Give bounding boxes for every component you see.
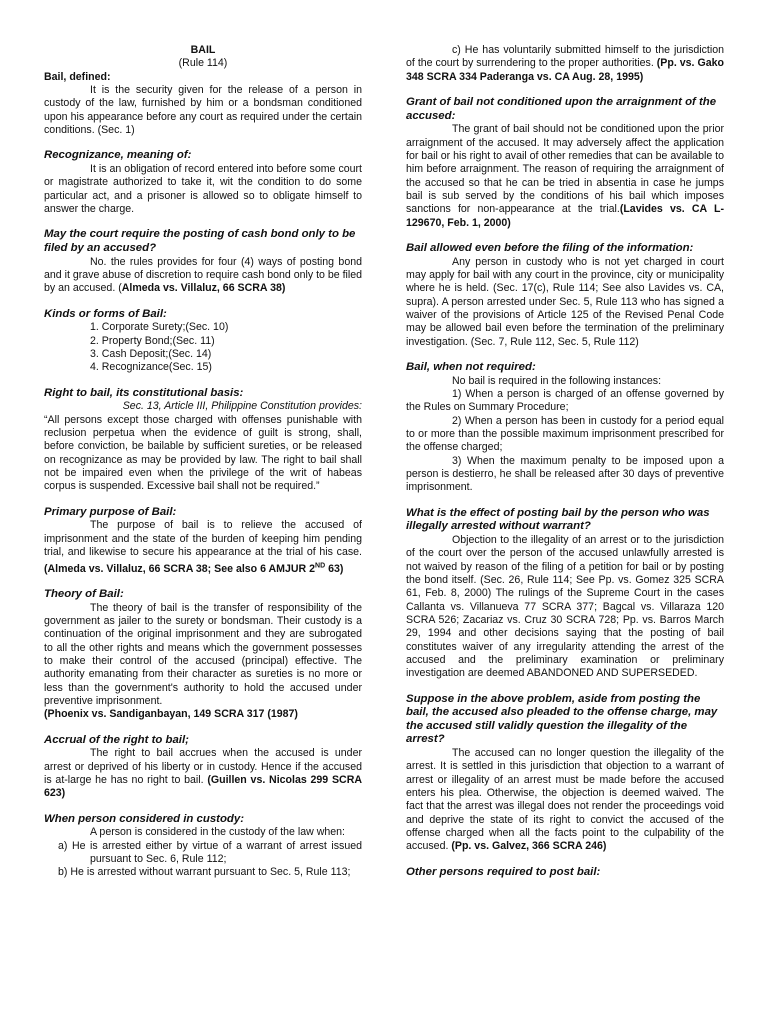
heading-recognizance: Recognizance, meaning of: (44, 149, 192, 162)
kind-item: 1. Corporate Surety;(Sec. 10) (90, 321, 229, 334)
custody-item-c-body: c) He has voluntarily submitted himself to the jurisdiction of the court by surrendering to the proper authorities. (406, 44, 724, 70)
purpose-body: The purpose of bail is to relieve the accused of imprisonment and the state of the burden of keeping him pending trial, and likewise to secure his appearance at the trial of his case. (44, 519, 362, 558)
accrual-citation: (Guillen vs. Nicolas 299 SCRA 623) (44, 774, 362, 800)
section-theory-of-bail (44, 588, 362, 722)
not-required-item: 1) When a person is charged of an offense governed by the Rules on Summary Procedure; (406, 387, 724, 414)
section-recognizance (44, 149, 362, 216)
kind-item: 2. Property Bond;(Sec. 11) (90, 334, 215, 347)
kind-item: 4. Recognizance(Sec. 15) (90, 361, 212, 374)
section-custody-continued (406, 44, 724, 84)
section-accrual (44, 734, 362, 801)
text-recognizance: It is an obligation of record entered into before some court or magistrate authorized to take it, wit the condition to do some particular act, and a prisoner is allowed so to obligate himself to answer the charge. (44, 163, 362, 216)
section-custody (44, 813, 362, 880)
heading-before-filing: Bail allowed even before the filing of the information: (406, 241, 694, 254)
section-other-persons (406, 866, 724, 880)
heading-other-persons: Other persons required to post bail: (406, 865, 601, 878)
not-required-item: 2) When a person has been in custody for a period equal to or more than the possible maximum imprisonment prescribed for the offense charged; (406, 414, 724, 454)
accrual-body: The right to bail accrues when the accused is under arrest or deprived of his liberty or in custody. Hence if the accused is at-large he has no right to bail. (44, 747, 362, 787)
section-not-required (406, 361, 724, 495)
text-bail-defined: It is the security given for the release of a person in custody of the law, furnished by him or a bondsman conditioned upon his appearance before any court as required under the certain conditions. (Sec. 1) (44, 84, 362, 137)
heading-accrual: Accrual of the right to bail; (44, 733, 189, 746)
purpose-citation-end: 63) (325, 562, 344, 575)
section-kinds-of-bail (44, 308, 362, 375)
section-before-filing (406, 242, 724, 349)
kind-item: 3. Cash Deposit;(Sec. 14) (90, 347, 212, 360)
section-arraignment (406, 96, 724, 230)
custody-item-b: b) He is arrested without warrant pursuant to Sec. 5, Rule 113; (58, 866, 351, 879)
purpose-citation-superscript: ND (315, 562, 326, 570)
document-title: BAIL (190, 44, 216, 56)
text-constitutional-basis: “All persons except those charged with offenses punishable with reclusion perpetua when the evidence of guilt is strong, shall, before conviction, be bailable by sufficient sureties, or be released on recognizance as may be provided by law. The right to bail shall not be impaired even when the privilege of the writ of habeas corpus is suspended. Excessive bail shall not be required.” (44, 413, 362, 493)
text-custody-intro: A person is considered in the custody of the law when: (90, 826, 345, 839)
custody-item-a: a) He is arrested either by virtue of a warrant of arrest issued pursuant to Sec. 6, Rule 112; (58, 839, 362, 865)
arraignment-citation: (Lavides vs. CA L-129670, Feb. 1, 2000) (406, 203, 724, 229)
left-column (44, 44, 362, 892)
purpose-citation-main: (Almeda vs. Villaluz, 66 SCRA 38; See also 6 AMJUR 2 (44, 562, 316, 575)
text-primary-purpose (44, 519, 362, 576)
text-not-required-intro: No bail is required in the following instances: (452, 374, 662, 387)
section-cash-bond (44, 228, 362, 295)
suppose-citation: (Pp. vs. Galvez, 366 SCRA 246) (451, 840, 607, 853)
text-theory-of-bail: The theory of bail is the transfer of responsibility of the government as jailer to the surety or bondsman. Their custody is a continuation of the original imprisonment and they are subrogated to all the other rights and means which the government possesses to make their control of the accused (principal) effective. The authority emanating from their character as sureties is no more or less than the government's authority to hold the accused under preventive imprisonment. (44, 601, 362, 708)
theory-citation: (Phoenix vs. Sandiganbayan, 149 SCRA 317 (1987) (44, 708, 298, 721)
heading-arraignment: Grant of bail not conditioned upon the arraignment of the accused: (406, 96, 717, 122)
heading-constitutional-basis: Right to bail, its constitutional basis: (44, 386, 244, 399)
arraignment-body: The grant of bail should not be conditioned upon the prior arraignment of the accused. It may adversely affect the application for bail or his right to avail of other remedies that can be available to him before arraignment. The reason of requiring the arraignment of the accused so that he can be tried in absentia in case he jumps bail is sub served by the conditions of his bail which imposes sanctions for non-appearance at the trial. (406, 123, 724, 216)
section-suppose (406, 693, 724, 854)
heading-theory-of-bail: Theory of Bail: (44, 588, 124, 601)
heading-not-required: Bail, when not required: (406, 360, 536, 373)
cash-bond-citation: Almeda vs. Villaluz, 66 SCRA 38) (121, 282, 286, 295)
text-suppose (406, 747, 724, 854)
heading-bail-defined: Bail, defined: (44, 70, 111, 83)
purpose-citation (44, 563, 343, 575)
suppose-body: The accused can no longer question the illegality of the arrest. It is settled in this jurisdiction that objection to a warrant of arrest or illegality of an arrest must be made before the accused enters his plea. Otherwise, the objection is deemed waived. The fact that the arrest was illegal does not render the proceedings void and deprive the state of its right to convict the accused of the offense charged when all the facts point to the culpability of the accused. (406, 747, 724, 853)
custody-item-c (406, 44, 724, 84)
document-subtitle: (Rule 114) (178, 57, 228, 70)
text-arraignment (406, 123, 724, 230)
section-primary-purpose (44, 506, 362, 577)
section-constitutional-basis (44, 387, 362, 494)
heading-custody: When person considered in custody: (44, 812, 244, 825)
text-cash-bond (44, 256, 362, 296)
heading-suppose: Suppose in the above problem, aside from posting the bail, the accused also pleaded to the offense charge, may the accused still validly question the illegality of the arrest? (406, 692, 718, 746)
not-required-item: 3) When the maximum penalty to be imposed upon a person is destierro, he shall be released after 30 days of preventive imprisonment. (406, 454, 724, 494)
text-before-filing: Any person in custody who is not yet charged in court may apply for bail with any court in the province, city or municipality where he is held. (Sec. 17(c), Rule 114; See also Lavides vs. CA, supra). A person arrested under Sec. 5, Rule 113 who has signed a waiver of the provisions of Article 125 of the Revised Penal Code may be allowed bail even before the termination of the preliminary investigation. (Sec. 7, Rule 112, Sec. 5, Rule 112) (406, 255, 724, 348)
right-column (406, 44, 724, 891)
section-bail-defined (44, 71, 362, 138)
text-effect-of-bail: Objection to the illegality of an arrest or to the jurisdiction of the court over the person of the accused unlawfully arrested is not waived by reason of the filing of a petition for bail or by posting the bond itself. (Sec. 26, Rule 114; See Pp. vs. Gomez 325 SCRA 61, Feb. 8, 2000) The rulings of the Supreme Court in the cases Callanta vs. Villanueva 77 SCRA 377; Bagcal vs. Villaraza 120 SCRA 526; Zacariaz vs. Cruz 30 SCRA 728; Pp. vs. Barros March 29, 1994 and other decisions saying that the posting of bail constitutes waiver of any irregularity attending the arrest of the accused and the preliminary examination or preliminary investigation are deemed ABANDONED AND SUPERSEDED. (406, 533, 724, 680)
heading-kinds-of-bail: Kinds or forms of Bail: (44, 307, 167, 320)
text-accrual (44, 747, 362, 800)
section-effect-of-bail (406, 507, 724, 681)
heading-primary-purpose: Primary purpose of Bail: (44, 505, 177, 518)
heading-effect-of-bail: What is the effect of posting bail by the person who was illegally arrested without warrant? (406, 506, 710, 533)
custody-item-c-citation: (Pp. vs. Gako 348 SCRA 334 Paderanga vs. CA Aug. 28, 1995) (406, 57, 724, 83)
cash-bond-body: No. the rules provides for four (4) ways of posting bond and it grave abuse of discretion to require cash bond only to be filed by an accused. ( (44, 255, 363, 295)
constitutional-provision: Sec. 13, Article III, Philippine Constitution provides: (122, 400, 362, 413)
heading-cash-bond: May the court require the posting of cash bond only to be filed by an accused? (44, 228, 356, 254)
